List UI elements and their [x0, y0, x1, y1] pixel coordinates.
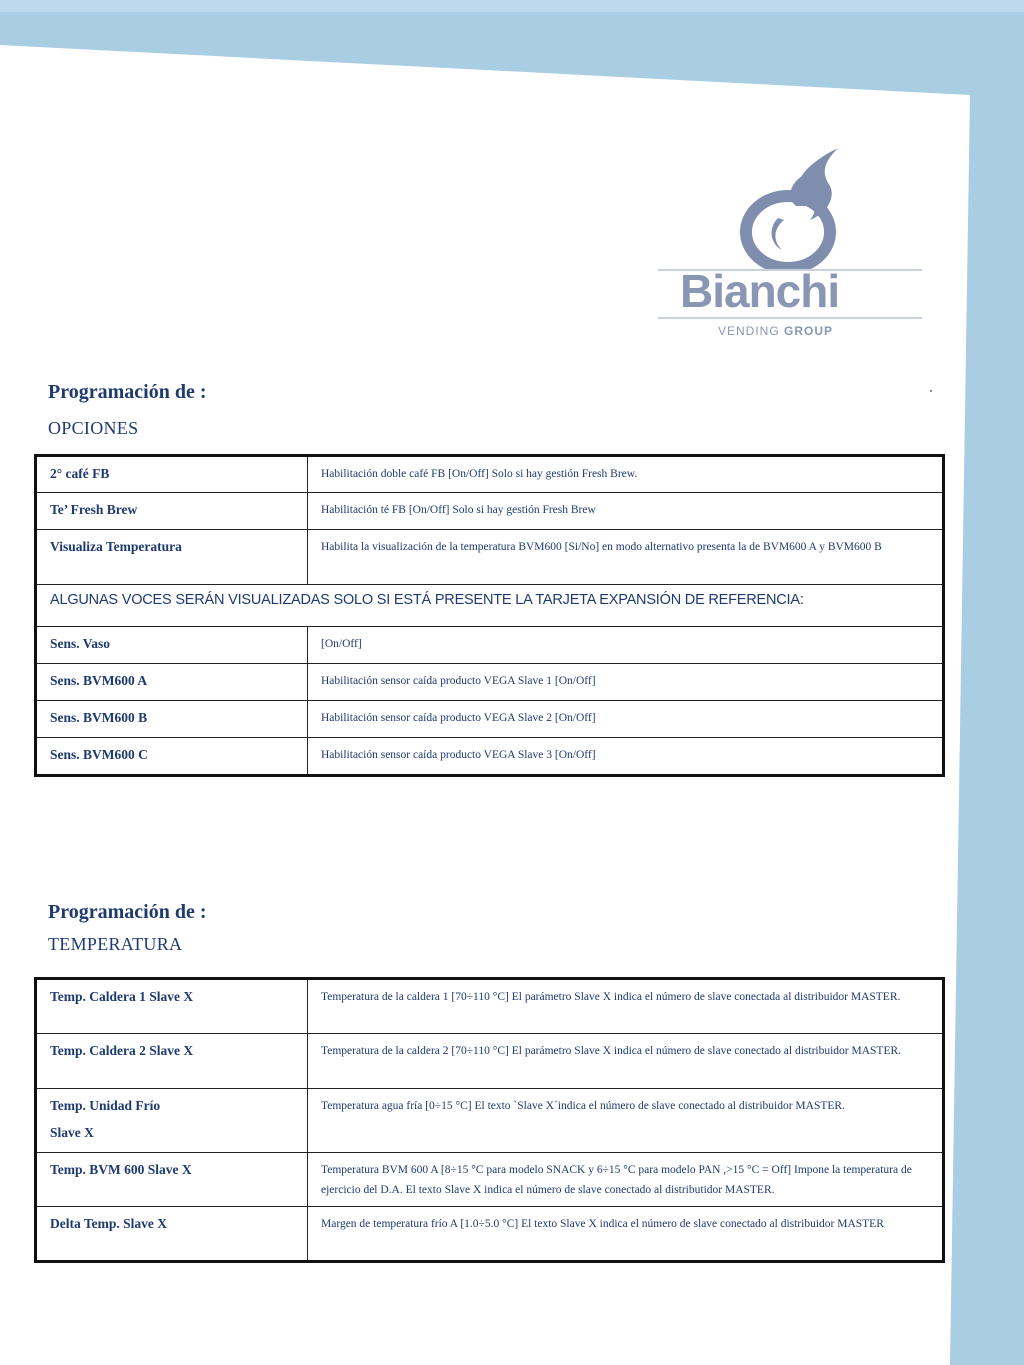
param-name: Temp. Caldera 2 Slave X: [36, 1034, 308, 1089]
table-row: [36, 627, 944, 664]
param-description: Habilitación doble café FB [On/Off] Solo si hay gestión Fresh Brew.: [308, 456, 944, 493]
table-row: [36, 664, 944, 701]
param-description: Temperatura BVM 600 A [8÷15 °C para modelo SNACK y 6÷15 °C para modelo PAN ,>15 °C = Off] Impone la temperatura de ejercicio del D.A. El texto Slave X indica el número de slave conectado al distributidor MASTER.: [308, 1153, 944, 1207]
param-name: Te’ Fresh Brew: [36, 493, 308, 530]
bianchi-logo: [650, 140, 935, 350]
param-description: Temperatura agua fría [0÷15 °C] El texto `Slave X´indica el número de slave conectado al distribuidor MASTER.: [308, 1089, 944, 1153]
param-name: Sens. BVM600 C: [36, 738, 308, 776]
section-heading-temperatura: [48, 900, 207, 956]
param-name: Visualiza Temperatura: [36, 530, 308, 585]
logo-tagline: VENDING GROUP: [718, 324, 834, 338]
param-name: Sens. BVM600 A: [36, 664, 308, 701]
table-row: [36, 456, 944, 493]
table-row: [36, 1089, 944, 1153]
section-title: TEMPERATURA: [48, 934, 183, 954]
param-description: Habilita la visualización de la temperatura BVM600 [Si/No] en modo alternativo presenta la de BVM600 A y BVM600 B: [308, 530, 944, 585]
param-description: Temperatura de la caldera 1 [70÷110 °C] El parámetro Slave X indica el número de slave conectada al distribuidor MASTER.: [308, 979, 944, 1034]
param-name: Temp. BVM 600 Slave X: [36, 1153, 308, 1207]
param-description: Habilitación sensor caída producto VEGA Slave 3 [On/Off]: [308, 738, 944, 776]
param-description: [On/Off]: [308, 627, 944, 664]
options-table: [34, 454, 945, 777]
param-name-line: Temp. Unidad Frío: [50, 1098, 161, 1113]
section-title: OPCIONES: [48, 418, 139, 438]
stray-mark: [930, 390, 932, 392]
table-row: [36, 530, 944, 585]
table-row: [36, 493, 944, 530]
param-name-line: Slave X: [50, 1125, 94, 1140]
table-row: [36, 738, 944, 776]
param-description: Habilitación sensor caída producto VEGA Slave 2 [On/Off]: [308, 701, 944, 738]
param-name-multiline: [36, 1089, 308, 1153]
table-row: [36, 1153, 944, 1207]
param-description: Temperatura de la caldera 2 [70÷110 °C] El parámetro Slave X indica el número de slave conectado al distribuidor MASTER.: [308, 1034, 944, 1089]
param-description: Habilitación té FB [On/Off] Solo si hay gestión Fresh Brew: [308, 493, 944, 530]
param-name: Temp. Caldera 1 Slave X: [36, 979, 308, 1034]
table-row: [36, 979, 944, 1034]
param-name: 2° café FB: [36, 456, 308, 493]
temperature-table: [34, 977, 945, 1263]
logo-wordmark: Bianchi: [680, 265, 840, 317]
logo-underline: [650, 140, 935, 350]
expansion-card-note: ALGUNAS VOCES SERÁN VISUALIZADAS SOLO SI ESTÁ PRESENTE LA TARJETA EXPANSIÓN DE REFERENCIA:: [36, 585, 944, 627]
section-heading-label: Programación de :: [48, 901, 207, 923]
section-heading-opciones: [48, 380, 207, 440]
table-note-row: [36, 585, 944, 627]
param-name: Sens. BVM600 B: [36, 701, 308, 738]
table-row: [36, 701, 944, 738]
table-row: [36, 1034, 944, 1089]
param-name: Delta Temp. Slave X: [36, 1207, 308, 1262]
param-description: Habilitación sensor caída producto VEGA Slave 1 [On/Off]: [308, 664, 944, 701]
section-heading-label: Programación de :: [48, 381, 207, 403]
param-name: Sens. Vaso: [36, 627, 308, 664]
table-row: [36, 1207, 944, 1262]
param-description: Margen de temperatura frío A [1.0÷5.0 °C] El texto Slave X indica el número de slave conectado al distribuidor MASTER: [308, 1207, 944, 1262]
